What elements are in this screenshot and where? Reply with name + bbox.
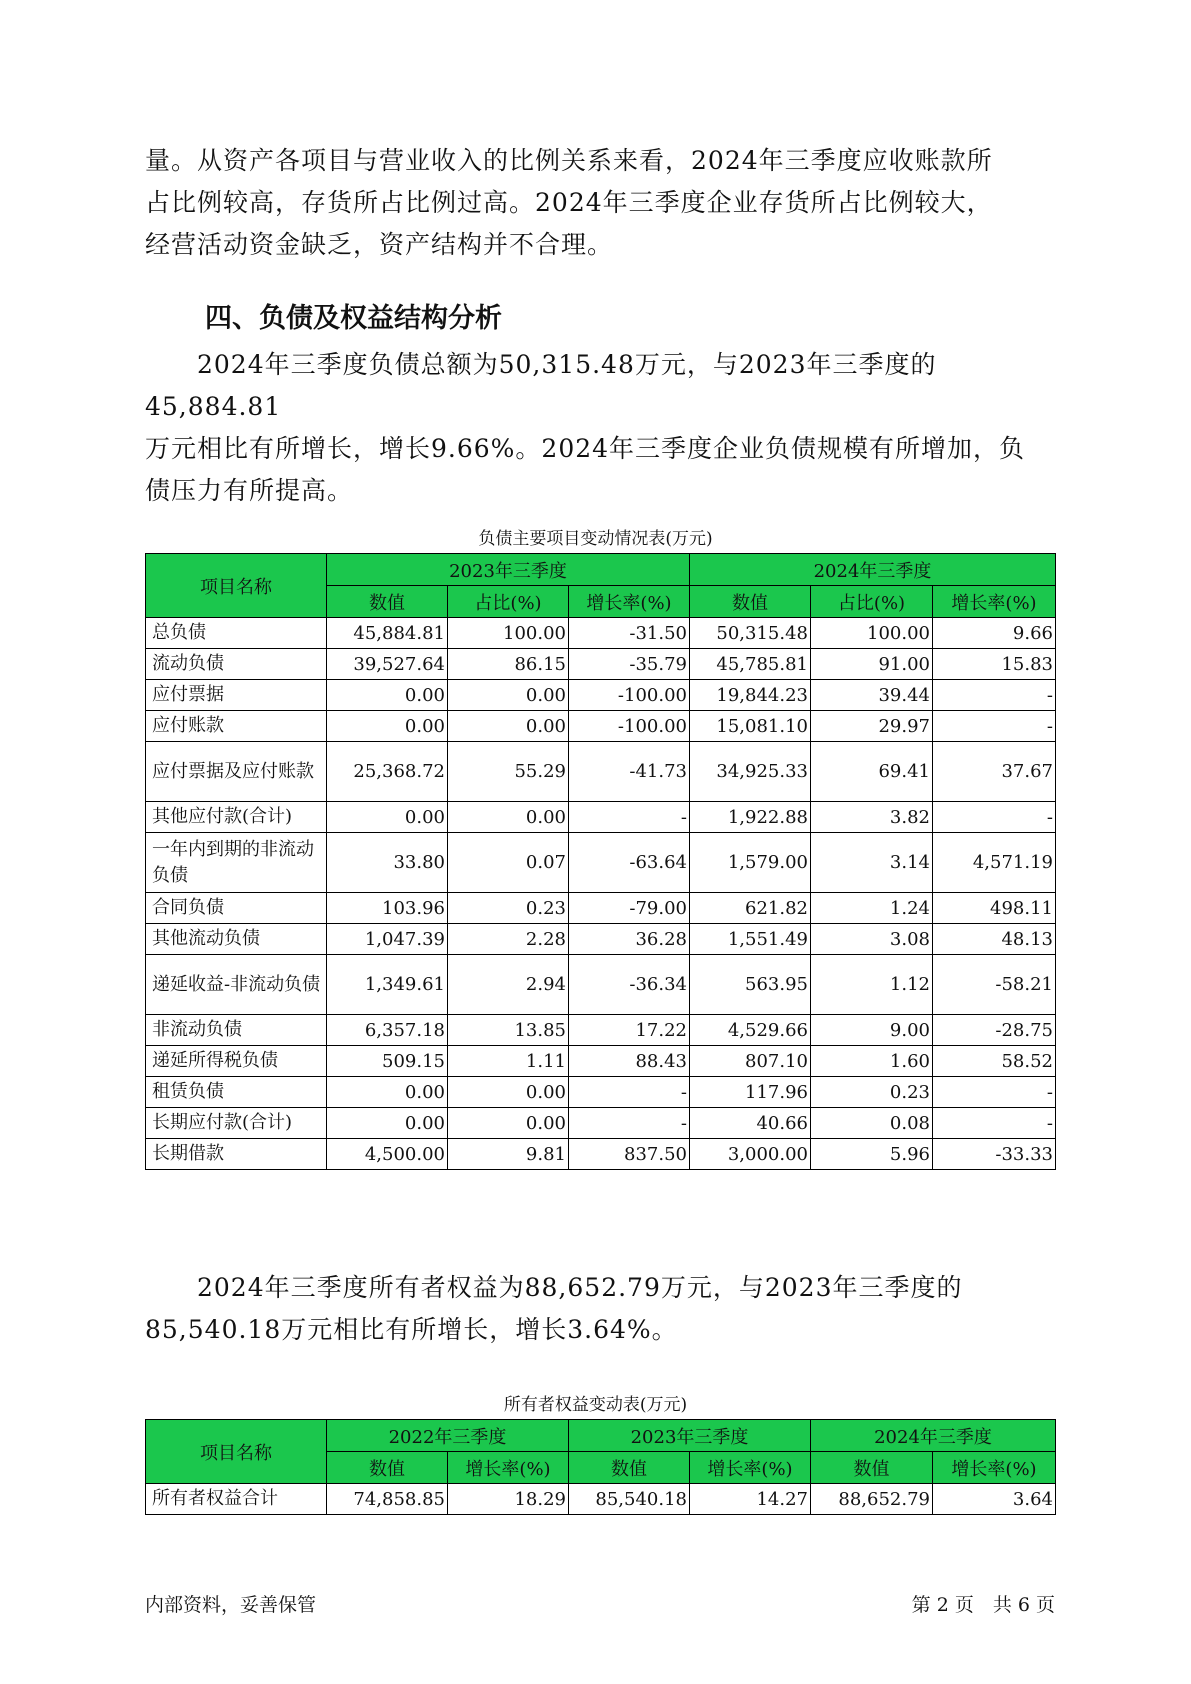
row-value: 5.96 (811, 1139, 933, 1170)
table-row (146, 680, 1056, 711)
row-value: -63.64 (569, 833, 690, 893)
row-value: 55.29 (448, 742, 569, 802)
equity-line: 85,540.18万元相比有所增长，增长3.64%。 (145, 1315, 678, 1344)
row-value: 1,579.00 (690, 833, 811, 893)
row-value: 1.24 (811, 893, 933, 924)
row-value: -58.21 (933, 955, 1056, 1015)
row-value: -28.75 (933, 1015, 1056, 1046)
row-value: 3.64 (933, 1484, 1056, 1515)
footer-page-number: 第 2 页 共 6 页 (911, 1594, 1055, 1616)
row-value: 36.28 (569, 924, 690, 955)
row-name: 长期应付款(合计) (146, 1108, 327, 1139)
intro-paragraph (145, 140, 1055, 266)
period-header: 2023年三季度 (327, 554, 690, 586)
intro-line: 经营活动资金缺乏，资产结构并不合理。 (145, 230, 614, 259)
row-name: 应付票据 (146, 680, 327, 711)
row-value: 2.28 (448, 924, 569, 955)
row-value: 69.41 (811, 742, 933, 802)
row-name: 其他应付款(合计) (146, 802, 327, 833)
period-header: 2023年三季度 (569, 1420, 811, 1452)
row-value: 3.14 (811, 833, 933, 893)
row-value: 1.12 (811, 955, 933, 1015)
row-value: 37.67 (933, 742, 1056, 802)
row-value: 15,081.10 (690, 711, 811, 742)
row-value: 39.44 (811, 680, 933, 711)
sub-header: 数值 (690, 586, 811, 618)
row-value: 1,047.39 (327, 924, 448, 955)
row-value: -100.00 (569, 711, 690, 742)
row-value: 34,925.33 (690, 742, 811, 802)
row-value: 17.22 (569, 1015, 690, 1046)
row-value: -41.73 (569, 742, 690, 802)
row-value: 45,884.81 (327, 618, 448, 649)
row-value: 0.00 (448, 1077, 569, 1108)
sub-header: 增长率(%) (569, 586, 690, 618)
sub-header: 占比(%) (448, 586, 569, 618)
row-value: -33.33 (933, 1139, 1056, 1170)
row-value: 2.94 (448, 955, 569, 1015)
row-value: 0.00 (448, 1108, 569, 1139)
row-value: 9.66 (933, 618, 1056, 649)
row-value: 50,315.48 (690, 618, 811, 649)
row-value: 0.00 (448, 802, 569, 833)
row-value: 509.15 (327, 1046, 448, 1077)
equity-paragraph (145, 1267, 1055, 1351)
row-value: 0.00 (448, 680, 569, 711)
table-row (146, 1139, 1056, 1170)
row-value: - (569, 1077, 690, 1108)
table-row (146, 742, 1056, 802)
row-value: -79.00 (569, 893, 690, 924)
row-name: 应付账款 (146, 711, 327, 742)
table-row (146, 955, 1056, 1015)
name-header: 项目名称 (146, 554, 327, 618)
row-value: 1,349.61 (327, 955, 448, 1015)
section-heading: 四、负债及权益结构分析 (205, 303, 502, 334)
row-value: 45,785.81 (690, 649, 811, 680)
row-value: - (933, 711, 1056, 742)
row-name: 应付票据及应付账款 (146, 742, 327, 802)
row-value: 837.50 (569, 1139, 690, 1170)
row-value: 0.08 (811, 1108, 933, 1139)
row-value: - (933, 802, 1056, 833)
liability-table (145, 553, 1056, 1170)
row-value: 100.00 (448, 618, 569, 649)
row-name: 租赁负债 (146, 1077, 327, 1108)
sub-header: 占比(%) (811, 586, 933, 618)
row-value: - (933, 1108, 1056, 1139)
row-value: 0.00 (327, 802, 448, 833)
row-value: 91.00 (811, 649, 933, 680)
row-value: 621.82 (690, 893, 811, 924)
row-value: 39,527.64 (327, 649, 448, 680)
period-header: 2024年三季度 (690, 554, 1056, 586)
row-name: 其他流动负债 (146, 924, 327, 955)
row-value: 3.82 (811, 802, 933, 833)
row-value: 25,368.72 (327, 742, 448, 802)
row-value: 48.13 (933, 924, 1056, 955)
row-value: 498.11 (933, 893, 1056, 924)
row-value: 807.10 (690, 1046, 811, 1077)
row-value: - (933, 1077, 1056, 1108)
row-value: 1,922.88 (690, 802, 811, 833)
table2-caption: 所有者权益变动表(万元) (503, 1395, 688, 1415)
table-row (146, 1015, 1056, 1046)
row-value: - (569, 1108, 690, 1139)
row-value: 100.00 (811, 618, 933, 649)
row-value: 0.23 (811, 1077, 933, 1108)
row-name: 流动负债 (146, 649, 327, 680)
row-value: 14.27 (690, 1484, 811, 1515)
row-value: 0.00 (327, 711, 448, 742)
row-value: 3.08 (811, 924, 933, 955)
row-value: 3,000.00 (690, 1139, 811, 1170)
liability-paragraph (145, 344, 1055, 512)
sub-header: 数值 (569, 1452, 690, 1484)
row-value: -31.50 (569, 618, 690, 649)
table-row (146, 649, 1056, 680)
row-value: 18.29 (448, 1484, 569, 1515)
row-name: 一年内到期的非流动负债 (146, 833, 327, 893)
row-name: 递延所得税负债 (146, 1046, 327, 1077)
row-value: 0.00 (448, 711, 569, 742)
row-value: - (569, 802, 690, 833)
row-value: 4,571.19 (933, 833, 1056, 893)
row-value: 33.80 (327, 833, 448, 893)
row-value: 29.97 (811, 711, 933, 742)
liability-line: 万元相比有所增长，增长9.66%。2024年三季度企业负债规模有所增加，负 (145, 434, 1026, 463)
table-row (146, 1077, 1056, 1108)
row-value: 4,529.66 (690, 1015, 811, 1046)
row-value: 58.52 (933, 1046, 1056, 1077)
table-row (146, 893, 1056, 924)
liability-line: 债压力有所提高。 (145, 476, 354, 505)
row-value: 0.00 (327, 1077, 448, 1108)
row-value: 0.00 (327, 1108, 448, 1139)
intro-line: 占比例较高，存货所占比例过高。2024年三季度企业存货所占比例较大， (145, 188, 993, 217)
table-row (146, 924, 1056, 955)
row-name: 长期借款 (146, 1139, 327, 1170)
table-row (146, 1484, 1056, 1515)
sub-header: 增长率(%) (448, 1452, 569, 1484)
row-value: -100.00 (569, 680, 690, 711)
sub-header: 数值 (811, 1452, 933, 1484)
sub-header: 增长率(%) (690, 1452, 811, 1484)
row-value: 40.66 (690, 1108, 811, 1139)
row-value: 85,540.18 (569, 1484, 690, 1515)
row-value: 1.60 (811, 1046, 933, 1077)
equity-table (145, 1419, 1056, 1515)
row-value: 9.81 (448, 1139, 569, 1170)
row-value: 4,500.00 (327, 1139, 448, 1170)
row-value: 19,844.23 (690, 680, 811, 711)
row-value: 9.00 (811, 1015, 933, 1046)
row-name: 合同负债 (146, 893, 327, 924)
table-row (146, 833, 1056, 893)
row-value: 117.96 (690, 1077, 811, 1108)
row-value: 0.00 (327, 680, 448, 711)
row-value: 13.85 (448, 1015, 569, 1046)
sub-header: 增长率(%) (933, 1452, 1056, 1484)
row-value: 0.23 (448, 893, 569, 924)
row-value: 103.96 (327, 893, 448, 924)
table-row (146, 711, 1056, 742)
name-header: 项目名称 (146, 1420, 327, 1484)
footer-left: 内部资料，妥善保管 (145, 1594, 317, 1616)
row-value: 88,652.79 (811, 1484, 933, 1515)
row-value: 88.43 (569, 1046, 690, 1077)
table-row (146, 802, 1056, 833)
row-value: 15.83 (933, 649, 1056, 680)
row-value: - (933, 680, 1056, 711)
sub-header: 数值 (327, 586, 448, 618)
row-name: 非流动负债 (146, 1015, 327, 1046)
period-header: 2022年三季度 (327, 1420, 569, 1452)
row-value: 563.95 (690, 955, 811, 1015)
sub-header: 增长率(%) (933, 586, 1056, 618)
row-value: 1,551.49 (690, 924, 811, 955)
table-row (146, 1108, 1056, 1139)
liability-line: 2024年三季度负债总额为50,315.48万元，与2023年三季度的45,884.81 (145, 350, 937, 421)
equity-line: 2024年三季度所有者权益为88,652.79万元，与2023年三季度的 (145, 1273, 963, 1302)
period-header: 2024年三季度 (811, 1420, 1056, 1452)
table1-caption: 负债主要项目变动情况表(万元) (478, 529, 713, 549)
row-value: 74,858.85 (327, 1484, 448, 1515)
row-value: 86.15 (448, 649, 569, 680)
row-name: 所有者权益合计 (146, 1484, 327, 1515)
table-row (146, 1046, 1056, 1077)
row-value: -35.79 (569, 649, 690, 680)
row-name: 总负债 (146, 618, 327, 649)
row-value: 0.07 (448, 833, 569, 893)
row-name: 递延收益-非流动负债 (146, 955, 327, 1015)
table-row (146, 618, 1056, 649)
row-value: 6,357.18 (327, 1015, 448, 1046)
intro-line: 量。从资产各项目与营业收入的比例关系来看，2024年三季度应收账款所 (145, 146, 993, 175)
row-value: 1.11 (448, 1046, 569, 1077)
row-value: -36.34 (569, 955, 690, 1015)
sub-header: 数值 (327, 1452, 448, 1484)
